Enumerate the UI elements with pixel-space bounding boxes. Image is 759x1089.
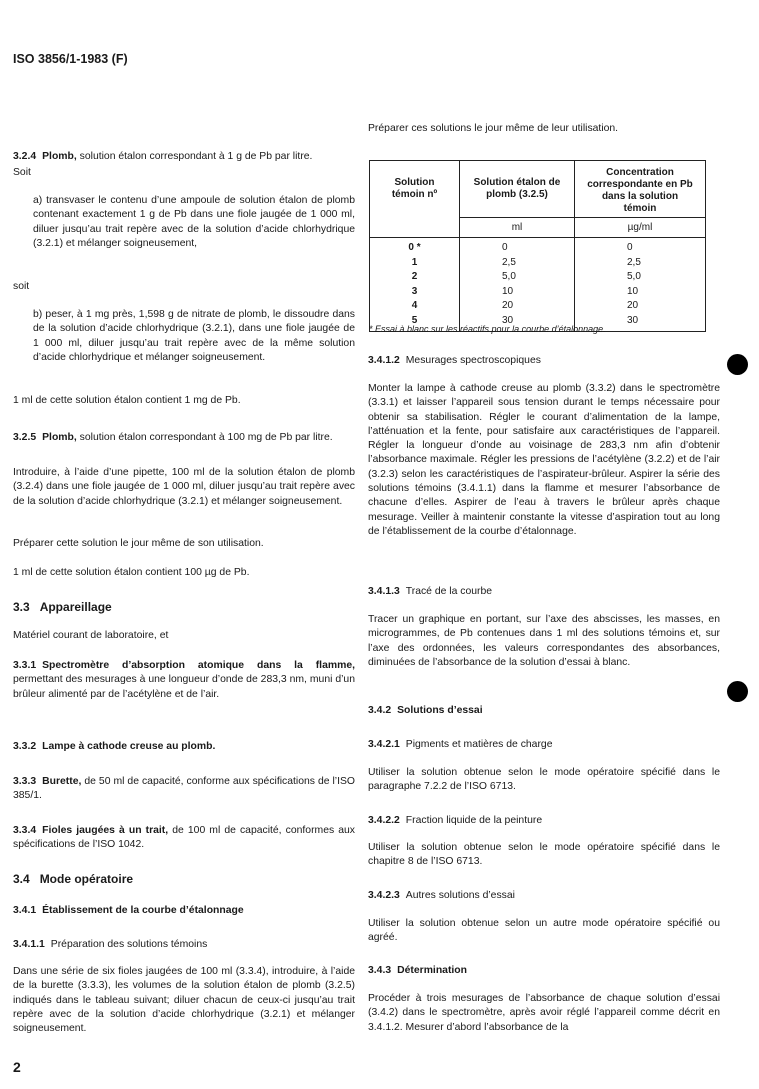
clause-title: Burette, xyxy=(42,776,82,787)
table-cell: 2,5 xyxy=(575,256,706,271)
table-row xyxy=(370,299,706,314)
paragraph-preparer: Préparer cette solution le jour même de son utilisation. xyxy=(13,538,264,549)
paragraph-utiliser-3: Utiliser la solution obtenue selon un autre mode opératoire spécifié ou agréé. xyxy=(368,918,720,944)
calibration-table xyxy=(369,160,706,332)
table-row xyxy=(370,256,706,271)
clause-title: Détermination xyxy=(397,965,467,976)
soit-1: Soit xyxy=(13,167,31,178)
table-footnote: * Essai à blanc sur les réactifs pour la courbe d’étalonnage. xyxy=(369,324,606,334)
table-cell: 20 xyxy=(460,299,575,314)
clause-number: 3.3.2 xyxy=(13,741,37,752)
table-cell: 30 xyxy=(460,314,575,332)
column-header: Solution témoin nº xyxy=(391,177,438,201)
option-a: a) transvaser le contenu d’une ampoule de solution étalon de plomb contenant exactement 1 g de Pb dans une fiole jaugée de 1 000 ml, diluer jusqu’au trait repère avec de la solution d’acide chlorhydrique (3.2.1) et mélanger soigneusement, xyxy=(33,195,355,249)
clause-text: de 50 ml de capacité, conforme aux spécifications de l’ISO 385/1. xyxy=(13,776,355,802)
clause-3-2-5 xyxy=(13,431,355,445)
table-cell: 2,5 xyxy=(460,256,575,271)
paragraph-proceder: Procéder à trois mesurages de l’absorbance de chaque solution d’essai (3.4.2) dans le spectromètre, après avoir réglé l’appareil comme décrit en 3.4.1.2. Mesurer d’abord l’absorbance de la xyxy=(368,993,720,1033)
clause-number: 3.4.3 xyxy=(368,965,392,976)
soit-2: soit xyxy=(13,281,30,292)
paragraph-utiliser-1: Utiliser la solution obtenue selon le mode opératoire spécifié dans le paragraphe 7.2.2 de l’ISO 6713. xyxy=(368,767,720,793)
section-number: 3.3 xyxy=(13,600,30,614)
clause-3-4-1-1 xyxy=(13,938,355,952)
clause-number: 3.4.1.3 xyxy=(368,586,400,597)
clause-title: Fraction liquide de la peinture xyxy=(405,815,543,826)
table-cell: 20 xyxy=(575,299,706,314)
section-number: 3.4 xyxy=(13,872,30,886)
column-header: Concentration correspondante en Pb dans la solution témoin xyxy=(575,161,706,218)
clause-text: permettant des mesurages à une longueur d’onde de 283,3 nm, muni d’un brûleur alimenté par de l’acétylène et de l’air. xyxy=(13,674,355,700)
clause-3-4-2-2 xyxy=(368,814,720,828)
document-header: ISO 3856/1-1983 (F) xyxy=(13,52,128,66)
table-unit-row xyxy=(370,218,706,238)
unit-cell: ml xyxy=(460,218,575,238)
unit-cell: µg/ml xyxy=(575,218,706,238)
column-header: Solution étalon de plomb (3.2.5) xyxy=(460,161,575,218)
table-cell: 10 xyxy=(575,285,706,300)
table-cell: 4 xyxy=(411,300,418,312)
clause-number: 3.4.2.1 xyxy=(368,739,400,750)
table-cell: 0 xyxy=(575,238,706,256)
clause-number: 3.4.2 xyxy=(368,705,392,716)
clause-title: Établissement de la courbe d’étalonnage xyxy=(42,905,244,916)
table-cell: 10 xyxy=(460,285,575,300)
clause-3-4-1-3 xyxy=(368,585,720,599)
option-b: b) peser, à 1 mg près, 1,598 g de nitrate de plomb, le dissoudre dans de la solution d’acide chlorhydrique (3.2.1), dans une fiole jaugée de 1 000 ml, diluer jusqu’au trait repère avec de la même solution d’acide chlorhydrique et mélanger soigneusement. xyxy=(33,309,355,363)
clause-title: Pigments et matières de charge xyxy=(405,739,553,750)
clause-title: Mesurages spectroscopiques xyxy=(405,355,541,366)
table-row xyxy=(370,238,706,256)
paragraph-tracer: Tracer un graphique en portant, sur l’axe des abscisses, les masses, en microgrammes, de Pb contenues dans 1 ml des solutions témoins et, sur l’axe des ordonnées, les valeurs correspondantes des absorbances, diminuées de l’absorbance de la solution d’essai à blanc. xyxy=(368,614,720,668)
clause-text: de 100 ml de capacité, conformes aux spécifications de l’ISO 1042. xyxy=(13,825,355,851)
note-1mg: 1 ml de cette solution étalon contient 1 mg de Pb. xyxy=(13,395,241,406)
clause-number: 3.2.4 xyxy=(13,151,37,162)
clause-number: 3.4.1 xyxy=(13,905,37,916)
page-number: 2 xyxy=(13,1059,21,1075)
table-cell: 5 xyxy=(411,314,418,326)
clause-number: 3.3.4 xyxy=(13,825,37,836)
clause-3-2-4 xyxy=(13,150,355,164)
clause-title: Solutions d’essai xyxy=(397,705,483,716)
table-header-row xyxy=(370,161,706,218)
paragraph-introduire: Introduire, à l’aide d’une pipette, 100 ml de la solution étalon de plomb (3.2.4) dans une fiole jaugée de 1 000 ml, diluer jusqu’au trait repère avec de la solution d’acide chlorhydrique (3.2.1) et mélanger soigneusement. xyxy=(13,467,355,507)
table-cell: 0 xyxy=(460,238,575,256)
clause-number: 3.2.5 xyxy=(13,432,37,443)
clause-number: 3.4.1.1 xyxy=(13,939,45,950)
clause-title: Fioles jaugées à un trait, xyxy=(42,825,169,836)
clause-text: solution étalon correspondant à 100 mg de Pb par litre. xyxy=(79,432,333,443)
paragraph-dans: Dans une série de six fioles jaugées de 100 ml (3.3.4), introduire, à l’aide de la burette (3.3.3), les volumes de la solution étalon de plomb (3.2.5) indiqués dans le tableau suivant; diluer chacun de ceux-ci jusqu’au trait repère avec de la solution d’acide chlorhydrique (3.2.1) et mélanger soigneusement. xyxy=(13,966,355,1035)
clause-3-3-4 xyxy=(13,824,355,853)
clause-title: Spectromètre d’absorption atomique dans la flamme, xyxy=(42,660,355,671)
clause-title: Plomb, xyxy=(42,432,77,443)
clause-title: Tracé de la courbe xyxy=(405,586,493,597)
section-3-3 xyxy=(13,600,355,614)
clause-number: 3.4.2.3 xyxy=(368,890,400,901)
paragraph-materiel: Matériel courant de laboratoire, et xyxy=(13,630,169,641)
clause-3-4-1 xyxy=(13,904,355,918)
table-cell: 30 xyxy=(575,314,706,332)
table-cell: 1 xyxy=(411,256,418,268)
section-title: Mode opératoire xyxy=(39,872,134,886)
clause-3-4-1-2 xyxy=(368,354,720,368)
section-title: Appareillage xyxy=(39,600,112,614)
table-row xyxy=(370,285,706,300)
clause-number: 3.4.1.2 xyxy=(368,355,400,366)
table-cell: 0 * xyxy=(408,242,421,254)
margin-bullet-icon xyxy=(727,354,748,375)
clause-title: Lampe à cathode creuse au plomb. xyxy=(42,741,216,752)
clause-number: 3.4.2.2 xyxy=(368,815,400,826)
table-cell: 3 xyxy=(411,285,418,297)
clause-title: Préparation des solutions témoins xyxy=(50,939,208,950)
clause-3-3-3 xyxy=(13,775,355,804)
paragraph-preparer-solutions: Préparer ces solutions le jour même de leur utilisation. xyxy=(368,123,619,134)
table-cell: 2 xyxy=(411,271,418,283)
clause-3-4-2-3 xyxy=(368,889,720,903)
table-row xyxy=(370,270,706,285)
clause-number: 3.3.3 xyxy=(13,776,37,787)
table-cell: 5,0 xyxy=(460,270,575,285)
clause-3-3-2 xyxy=(13,740,355,754)
clause-text: solution étalon correspondant à 1 g de Pb par litre. xyxy=(79,151,313,162)
margin-bullet-icon xyxy=(727,681,748,702)
section-3-4 xyxy=(13,872,355,886)
clause-3-4-3 xyxy=(368,964,720,978)
clause-number: 3.3.1 xyxy=(13,660,37,671)
paragraph-utiliser-2: Utiliser la solution obtenue selon le mode opératoire spécifié dans le chapitre 8 de l’ISO 6713. xyxy=(368,842,720,868)
clause-3-4-2 xyxy=(368,704,720,718)
clause-title: Autres solutions d’essai xyxy=(405,890,515,901)
clause-3-4-2-1 xyxy=(368,738,720,752)
clause-3-3-1 xyxy=(13,659,355,702)
unit-cell xyxy=(370,218,460,238)
table-cell: 5,0 xyxy=(575,270,706,285)
note-100ug: 1 ml de cette solution étalon contient 100 µg de Pb. xyxy=(13,567,250,578)
paragraph-monter: Monter la lampe à cathode creuse au plomb (3.3.2) dans le spectromètre (3.3.1) et laisser l’appareil sous tension durant le temps nécessaire pour obtenir sa stabilisation. Régler le courant d’alimentation de la lampe, l’atténuation et la fente, pour satisfaire aux caractéristiques de l’appareil. Régler la longueur d’onde au voisinage de 283,3 nm afin d’obtenir l’absorbance maximale. Régler les pressions de l’acétylène (3.2.2) et de l’air (3.2.3) selon les caractéristiques de l’aspirateur-brûleur. Aspirer la série des solutions témoins (3.4.1.1) dans la flamme et mesurer l’absorbance de chacune d’elles. Aspirer de l’eau à travers le brûleur après chaque mesurage. Veiller à maintenir constante la vitesse d’aspiration tout au long de l’établissement de la courbe d’étalonnage. xyxy=(368,383,720,537)
clause-title: Plomb, xyxy=(42,151,77,162)
